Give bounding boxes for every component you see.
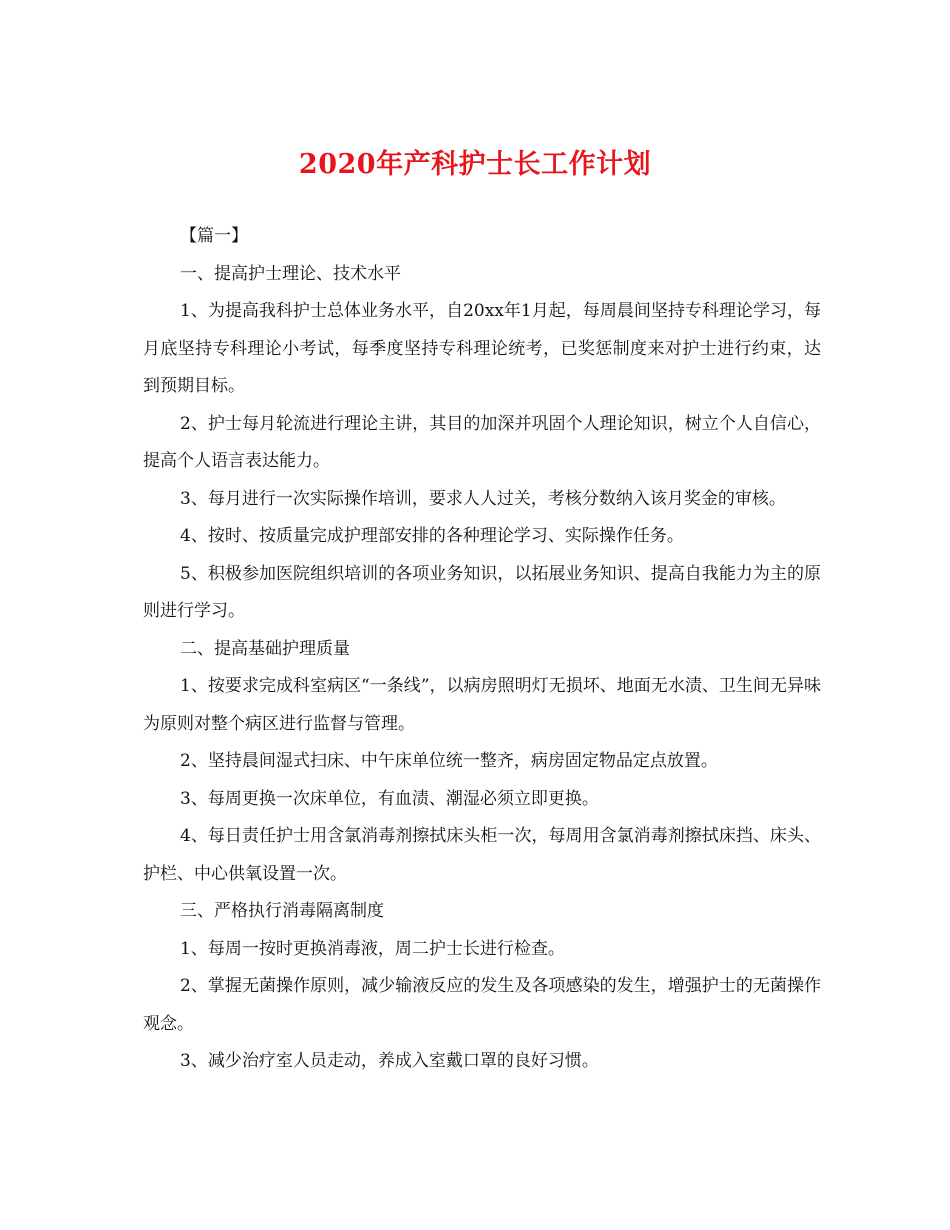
paragraph: 4、每日责任护士用含氯消毒剂擦拭床头柜一次，每周用含氯消毒剂擦拭床挡、床头、护栏、中心供氧设置一次。 (143, 826, 821, 884)
paragraph: 1、按要求完成科室病区“一条线”，以病房照明灯无损坏、地面无水渍、卫生间无异味为原则对整个病区进行监督与管理。 (143, 676, 821, 734)
paragraph: 4、按时、按质量完成护理部安排的各种理论学习、实际操作任务。 (180, 526, 684, 546)
heading-1: 一、提高护士理论、技术水平 (180, 263, 401, 284)
section-label: 【篇一】 (180, 226, 248, 246)
heading-3: 三、严格执行消毒隔离制度 (180, 901, 384, 921)
paragraph: 1、每周一按时更换消毒液，周二护士长进行检查。 (180, 938, 565, 959)
paragraph: 1、为提高我科护士总体业务水平，自20xx年1月起，每周晨间坚持专科理论学习，每月底坚持专科理论小考试，每季度坚持专科理论统考，已奖惩制度来对护士进行约束，达到预期目标。 (143, 301, 821, 396)
paragraph: 2、掌握无菌操作原则，减少输液反应的发生及各项感染的发生，增强护士的无菌操作观念。 (143, 976, 821, 1034)
paragraph: 3、每周更换一次床单位，有血渍、潮湿必须立即更换。 (180, 788, 599, 809)
paragraph: 3、减少治疗室人员走动，养成入室戴口罩的良好习惯。 (180, 1051, 599, 1071)
paragraph: 3、每月进行一次实际操作培训，要求人人过关，考核分数纳入该月奖金的审核。 (180, 488, 786, 509)
paragraph: 2、护士每月轮流进行理论主讲，其目的加深并巩固个人理论知识，树立个人自信心，提高个人语言表达能力。 (143, 413, 821, 471)
paragraph: 2、坚持晨间湿式扫床、中午床单位统一整齐，病房固定物品定点放置。 (180, 751, 718, 771)
paragraph: 5、积极参加医院组织培训的各项业务知识，以拓展业务知识、提高自我能力为主的原则进行学习。 (143, 563, 821, 621)
document-title: 2020年产科护士长工作计划 (298, 149, 652, 180)
document-body (143, 218, 821, 1081)
heading-2: 二、提高基础护理质量 (180, 638, 350, 659)
